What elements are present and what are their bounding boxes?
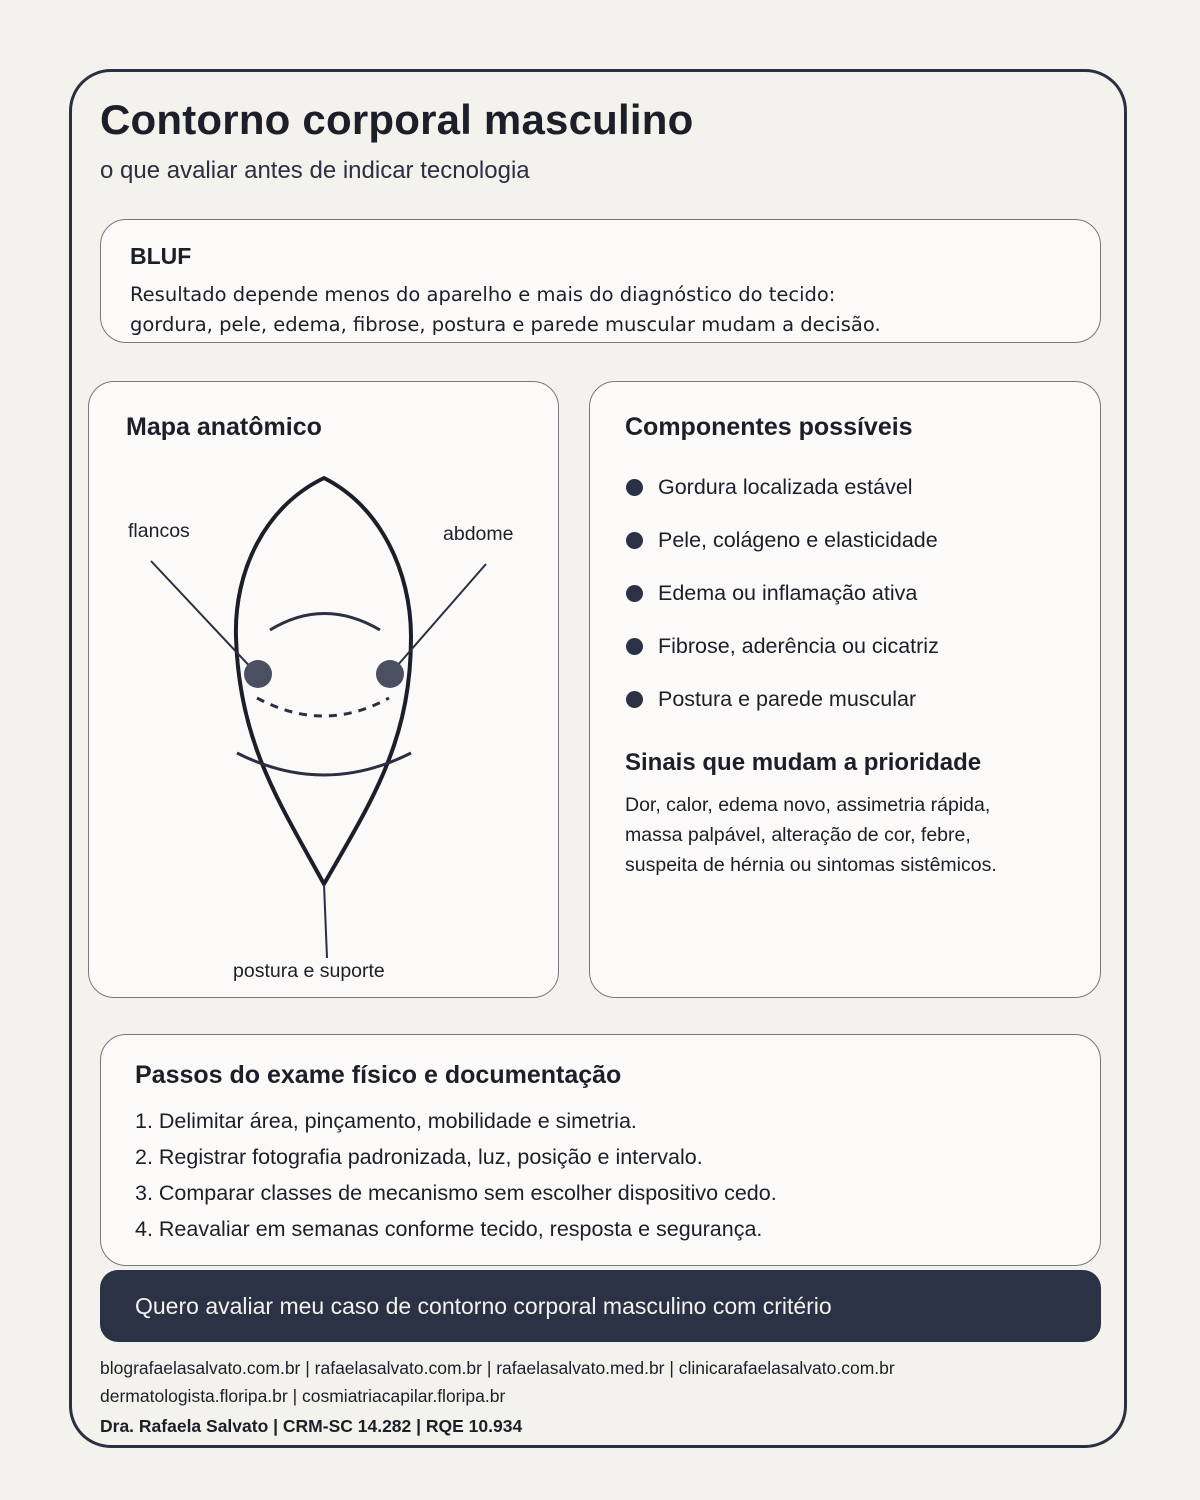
footer-links: blografaelasalvato.com.br | rafaelasalvato.com.br | rafaelasalvato.med.br | clinicarafaelasalvato.com.br <box>100 1358 895 1378</box>
torso-diagram <box>89 382 560 999</box>
components-title: Componentes possíveis <box>625 413 913 441</box>
list-item-label: Fibrose, aderência ou cicatriz <box>658 634 939 658</box>
signs-line: suspeita de hérnia ou sintomas sistêmicos. <box>625 854 997 876</box>
steps-title: Passos do exame físico e documentação <box>135 1061 622 1089</box>
map-label-abdome: abdome <box>443 523 514 545</box>
bluf-card <box>100 219 1101 343</box>
signs-title: Sinais que mudam a prioridade <box>625 749 982 776</box>
chest-arc <box>270 614 380 631</box>
components-list <box>626 472 939 737</box>
page-subtitle: o que avaliar antes de indicar tecnologia <box>100 157 530 184</box>
list-item <box>626 631 939 684</box>
waist-dashed-arc <box>257 698 389 716</box>
list-item <box>626 578 939 631</box>
list-item <box>626 472 939 525</box>
bullet-dot-icon <box>626 638 643 655</box>
list-item-label: Pele, colágeno e elasticidade <box>658 528 938 552</box>
signs-line: Dor, calor, edema novo, assimetria rápida, <box>625 794 991 816</box>
footer-links: dermatologista.floripa.br | cosmiatriacapilar.floripa.br <box>100 1386 506 1406</box>
map-title: Mapa anatômico <box>126 413 322 441</box>
signs-line: massa palpável, alteração de cor, febre, <box>625 824 971 846</box>
step-item: 4. Reavaliar em semanas conforme tecido, resposta e segurança. <box>135 1217 763 1241</box>
list-item <box>626 525 939 578</box>
steps-list <box>135 1107 777 1251</box>
bullet-dot-icon <box>626 585 643 602</box>
step-item: 3. Comparar classes de mecanismo sem escolher dispositivo cedo. <box>135 1181 777 1205</box>
page-title: Contorno corporal masculino <box>100 96 694 143</box>
bullet-dot-icon <box>626 691 643 708</box>
bluf-line: Resultado depende menos do aparelho e mais do diagnóstico do tecido: <box>130 283 836 306</box>
evaluate-case-button[interactable]: Quero avaliar meu caso de contorno corporal masculino com critério <box>100 1270 1101 1342</box>
list-item-label: Edema ou inflamação ativa <box>658 581 918 605</box>
bluf-title: BLUF <box>130 243 192 269</box>
list-item-label: Gordura localizada estável <box>658 475 913 499</box>
step-item: 2. Registrar fotografia padronizada, luz, posição e intervalo. <box>135 1145 703 1169</box>
abdome-marker <box>376 660 404 688</box>
exam-steps-card <box>100 1034 1101 1266</box>
flancos-marker <box>244 660 272 688</box>
bluf-line: gordura, pele, edema, fibrose, postura e parede muscular mudam a decisão. <box>130 313 881 336</box>
footer-credit: Dra. Rafaela Salvato | CRM-SC 14.282 | RQE 10.934 <box>100 1416 523 1436</box>
list-item <box>626 684 939 737</box>
bullet-dot-icon <box>626 532 643 549</box>
components-card <box>589 381 1101 998</box>
map-label-postura: postura e suporte <box>233 960 385 982</box>
list-item-label: Postura e parede muscular <box>658 687 917 711</box>
step-item: 1. Delimitar área, pinçamento, mobilidade e simetria. <box>135 1109 637 1133</box>
bullet-dot-icon <box>626 479 643 496</box>
postura-leader <box>324 884 327 958</box>
map-label-flancos: flancos <box>128 520 190 542</box>
anatomic-map-card <box>88 381 559 998</box>
